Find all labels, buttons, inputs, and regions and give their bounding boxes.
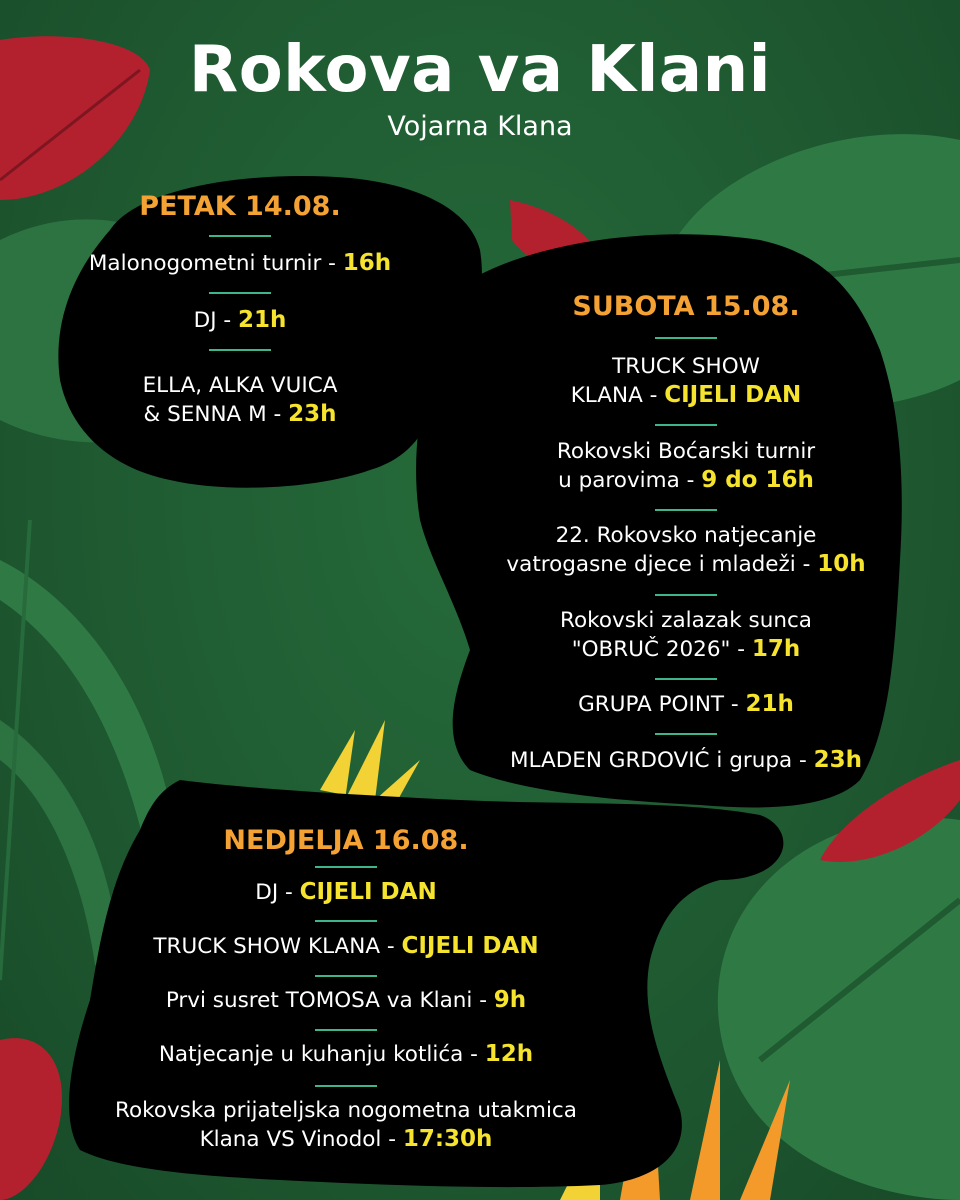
event-petak-2: [0, 306, 480, 335]
event-time: CIJELI DAN: [664, 382, 802, 408]
event-text: TRUCK SHOW: [612, 354, 760, 379]
event-time: 16h: [342, 250, 392, 276]
event-nedjelja-4: [106, 1040, 586, 1069]
event-text: 22. Rokovsko natjecanje: [555, 523, 817, 548]
event-text: "OBRUČ 2026" -: [571, 637, 752, 662]
event-text: Rokovska prijateljska nogometna utakmica: [115, 1098, 577, 1123]
event-line: [446, 381, 926, 410]
event-time: 21h: [745, 691, 794, 717]
event-line: [0, 249, 480, 278]
event-time: 17h: [751, 636, 801, 662]
divider: [315, 920, 377, 922]
event-subota-6: [446, 746, 926, 775]
red-leaf-bottom-left-icon: [0, 1038, 62, 1200]
event-text: ELLA, ALKA VUICA: [142, 373, 338, 398]
event-nedjelja-3: [106, 986, 586, 1015]
divider: [655, 678, 717, 680]
event-subota-3: [446, 522, 926, 579]
event-line: [106, 878, 586, 907]
divider: [315, 1029, 377, 1031]
event-text: & SENNA M -: [143, 402, 289, 427]
event-text: Rokovski zalazak sunca: [560, 608, 812, 633]
divider: [209, 235, 271, 237]
divider: [655, 424, 717, 426]
event-text: KLANA -: [570, 383, 665, 408]
event-text: Natjecanje u kuhanju kotlića -: [158, 1042, 485, 1067]
divider: [209, 349, 271, 351]
event-text: TRUCK SHOW KLANA -: [153, 934, 402, 959]
event-time: 23h: [288, 401, 337, 427]
event-text: DJ -: [255, 880, 300, 905]
event-time: 10h: [817, 551, 866, 577]
divider: [655, 733, 717, 735]
day-heading-nedjelja: NEDJELJA 16.08.: [223, 825, 469, 856]
event-time: 17:30h: [402, 1126, 493, 1152]
divider: [315, 1085, 377, 1087]
divider: [655, 594, 717, 596]
event-time: 23h: [813, 747, 862, 773]
event-petak-3: [0, 372, 480, 429]
event-text: Prvi susret TOMOSA va Klani -: [165, 988, 494, 1013]
event-line: [446, 522, 926, 550]
divider: [655, 509, 717, 511]
event-time: CIJELI DAN: [299, 879, 437, 905]
event-text: Malonogometni turnir -: [88, 251, 343, 276]
event-nedjelja-2: [106, 932, 586, 961]
event-time: 21h: [237, 307, 287, 333]
event-nedjelja-5: [106, 1097, 586, 1154]
event-line: [0, 372, 480, 400]
event-line: [446, 438, 926, 466]
event-line: [446, 466, 926, 495]
event-subota-5: [446, 690, 926, 719]
event-line: [106, 986, 586, 1015]
event-subota-1: [446, 353, 926, 410]
divider: [315, 866, 377, 868]
yellow-spiky-leaf-icon: [320, 720, 420, 805]
event-line: [446, 550, 926, 579]
event-time: 9h: [493, 987, 527, 1013]
divider: [315, 975, 377, 977]
event-text: Rokovski Boćarski turnir: [556, 439, 816, 464]
event-time: CIJELI DAN: [401, 933, 539, 959]
event-line: [106, 932, 586, 961]
event-petak-1: [0, 249, 480, 278]
divider: [209, 292, 271, 294]
poster-title: Rokova va Klani: [188, 33, 772, 107]
event-text: vatrogasne djece i mladeži -: [506, 552, 818, 577]
event-time: 12h: [484, 1041, 534, 1067]
event-text: DJ -: [193, 308, 238, 333]
day-heading-subota: SUBOTA 15.08.: [572, 291, 800, 322]
event-nedjelja-1: [106, 878, 586, 907]
event-text: MLADEN GRDOVIĆ i grupa -: [510, 748, 814, 773]
event-line: [106, 1125, 586, 1154]
event-line: [446, 690, 926, 719]
event-text: u parovima -: [558, 468, 702, 493]
event-line: [106, 1040, 586, 1069]
event-line: [446, 746, 926, 775]
event-text: Klana VS Vinodol -: [199, 1127, 403, 1152]
poster-subtitle: Vojarna Klana: [387, 111, 573, 142]
event-subota-4: [446, 607, 926, 664]
event-line: [0, 400, 480, 429]
event-line: [446, 635, 926, 664]
day-heading-petak: PETAK 14.08.: [139, 191, 341, 222]
event-text: GRUPA POINT -: [578, 692, 746, 717]
event-line: [106, 1097, 586, 1125]
event-line: [0, 306, 480, 335]
divider: [655, 337, 717, 339]
event-subota-2: [446, 438, 926, 495]
event-time: 9 do 16h: [701, 467, 814, 493]
event-line: [446, 607, 926, 635]
event-line: [446, 353, 926, 381]
